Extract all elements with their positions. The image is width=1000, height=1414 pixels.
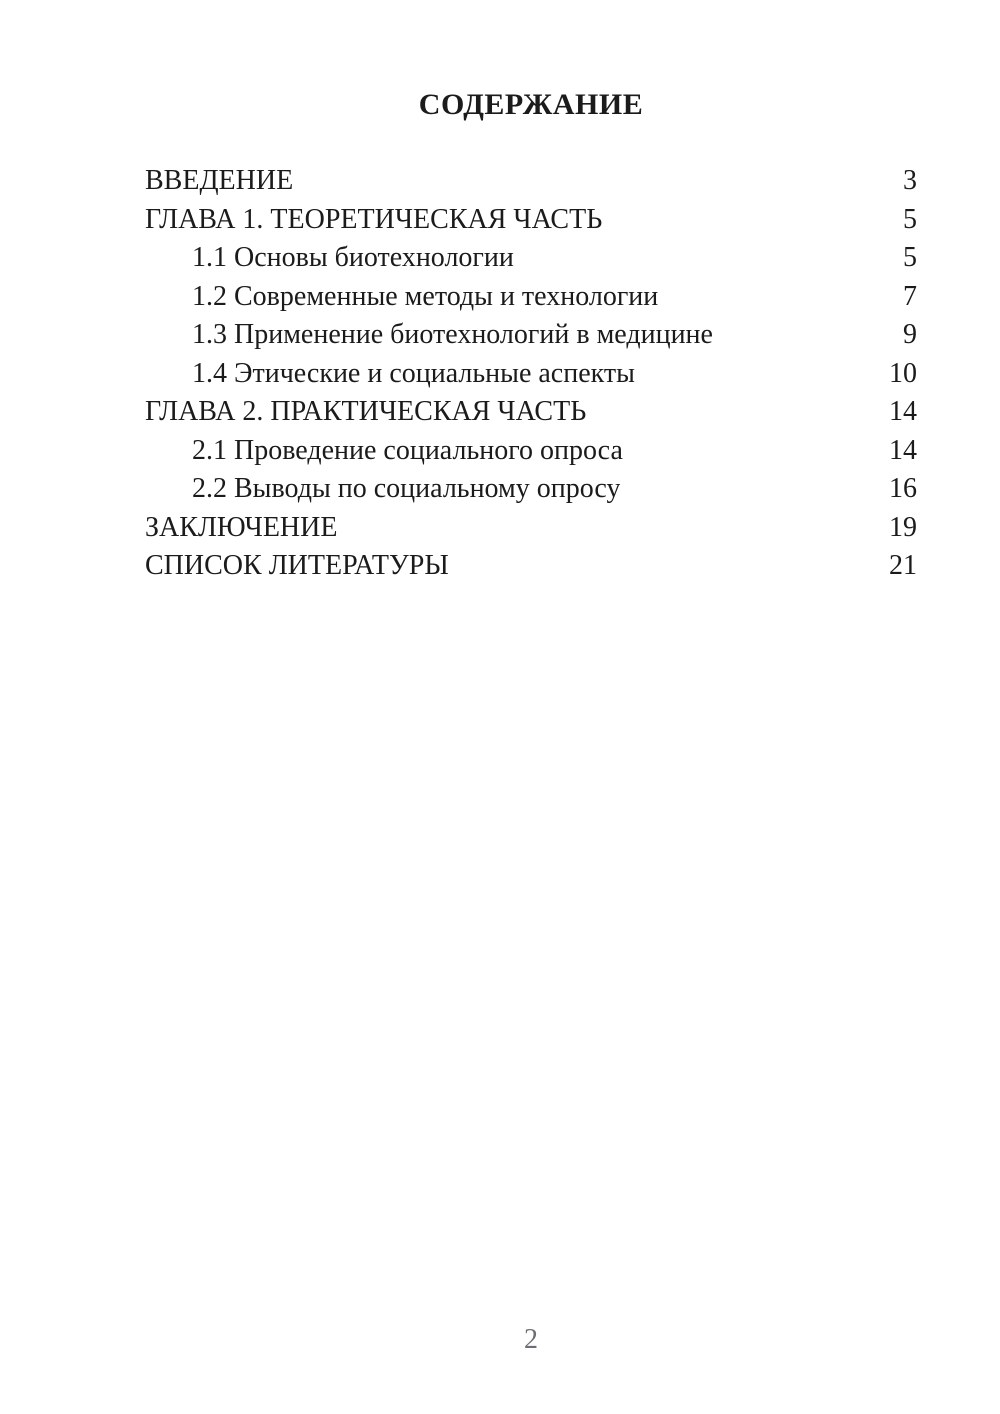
toc-entry (145, 278, 917, 317)
toc-entry (145, 316, 917, 355)
toc-entry-page: 5 (903, 203, 917, 235)
toc-entry-label: ЗАКЛЮЧЕНИЕ (145, 511, 338, 543)
toc-entry (145, 355, 917, 394)
toc-list (145, 162, 917, 586)
footer-page-number: 2 (524, 1324, 538, 1355)
toc-entry-page: 14 (889, 434, 917, 466)
toc-title: СОДЕРЖАНИЕ (418, 88, 644, 121)
toc-entry-page: 5 (903, 242, 917, 273)
toc-entry-label: ГЛАВА 2. ПРАКТИЧЕСКАЯ ЧАСТЬ (145, 396, 587, 427)
toc-entry (145, 432, 917, 471)
toc-entry (145, 470, 917, 509)
toc-entry-label: ВВЕДЕНИЕ (145, 165, 294, 196)
toc-entry-label: 2.2 Выводы по социальному опросу (192, 473, 621, 504)
toc-entry-page: 19 (889, 511, 917, 543)
toc-entry (145, 239, 917, 278)
toc-entry-page: 16 (889, 473, 917, 504)
toc-entry-page: 3 (903, 165, 917, 196)
toc-entry-page: 7 (903, 280, 917, 312)
toc-entry (145, 162, 917, 201)
toc-entry-page: 9 (903, 319, 917, 350)
toc-entry-label: 1.1 Основы биотехнологии (192, 242, 514, 273)
toc-entry (145, 547, 917, 586)
toc-entry-label: ГЛАВА 1. ТЕОРЕТИЧЕСКАЯ ЧАСТЬ (145, 203, 603, 235)
toc-entry (145, 393, 917, 432)
toc-entry-page: 21 (889, 550, 917, 581)
toc-entry-label: 2.1 Проведение социального опроса (192, 434, 623, 466)
toc-entry-page: 14 (889, 396, 917, 427)
toc-entry-label: СПИСОК ЛИТЕРАТУРЫ (145, 550, 449, 581)
toc-entry-label: 1.3 Применение биотехнологий в медицине (192, 319, 713, 350)
toc-entry-label: 1.4 Этические и социальные аспекты (192, 357, 635, 389)
toc-entry (145, 509, 917, 548)
toc-entry (145, 201, 917, 240)
toc-entry-page: 10 (889, 357, 917, 389)
toc-entry-label: 1.2 Современные методы и технологии (192, 280, 659, 312)
